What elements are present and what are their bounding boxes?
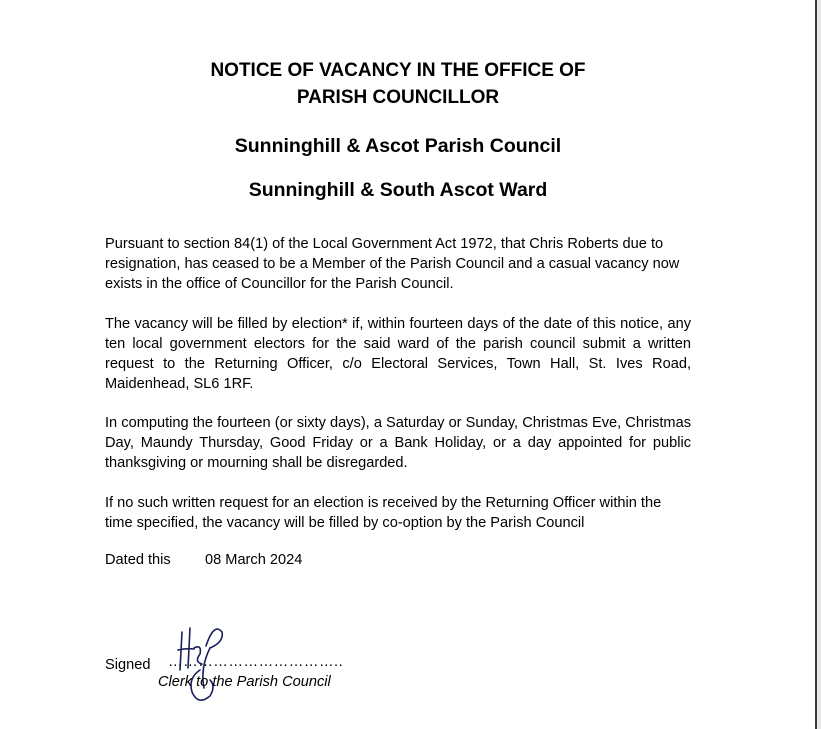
notice-title-line1: NOTICE OF VACANCY IN THE OFFICE OF: [210, 60, 586, 81]
signed-label: Signed: [105, 657, 151, 673]
clerk-label: Clerk to the Parish Council: [158, 674, 331, 690]
dated-value: 08 March 2024: [205, 552, 303, 568]
notice-title-line2: PARISH COUNCILLOR: [296, 87, 500, 108]
ward-name: Sunninghill & South Ascot Ward: [248, 179, 548, 201]
paragraph-vacancy: Pursuant to section 84(1) of the Local Government Act 1972, that Chris Roberts due to resignation, has ceased to be a Member of the Parish Council and a casual vacancy now exists in the office of Councillor for the Parish Council.: [105, 236, 680, 292]
handwritten-signature: [170, 618, 240, 708]
dated-label: Dated this: [105, 552, 171, 568]
signature-line: ……………………………..: [168, 654, 344, 670]
paragraph-computing: In computing the fourteen (or sixty days), a Saturday or Sunday, Christmas Eve, Christmas Day, Maundy Thursday, Good Friday or a Bank Holiday, or a day appointed for public thanksgiving or mourning shall be disregarded.: [105, 415, 691, 471]
paragraph-election: The vacancy will be filled by election* if, within fourteen days of the date of this notice, any ten local government electors for the said ward of the parish council submit a written request to the Returning Officer, c/o Electoral Services, Town Hall, St. Ives Road, Maidenhead, SL6 1RF.: [105, 316, 691, 392]
paragraph-co-option: If no such written request for an election is received by the Returning Officer within the time specified, the vacancy will be filled by co-option by the Parish Council: [105, 495, 662, 531]
viewer-edge-scrollbar[interactable]: [815, 0, 821, 729]
council-name: Sunninghill & Ascot Parish Council: [234, 135, 562, 157]
